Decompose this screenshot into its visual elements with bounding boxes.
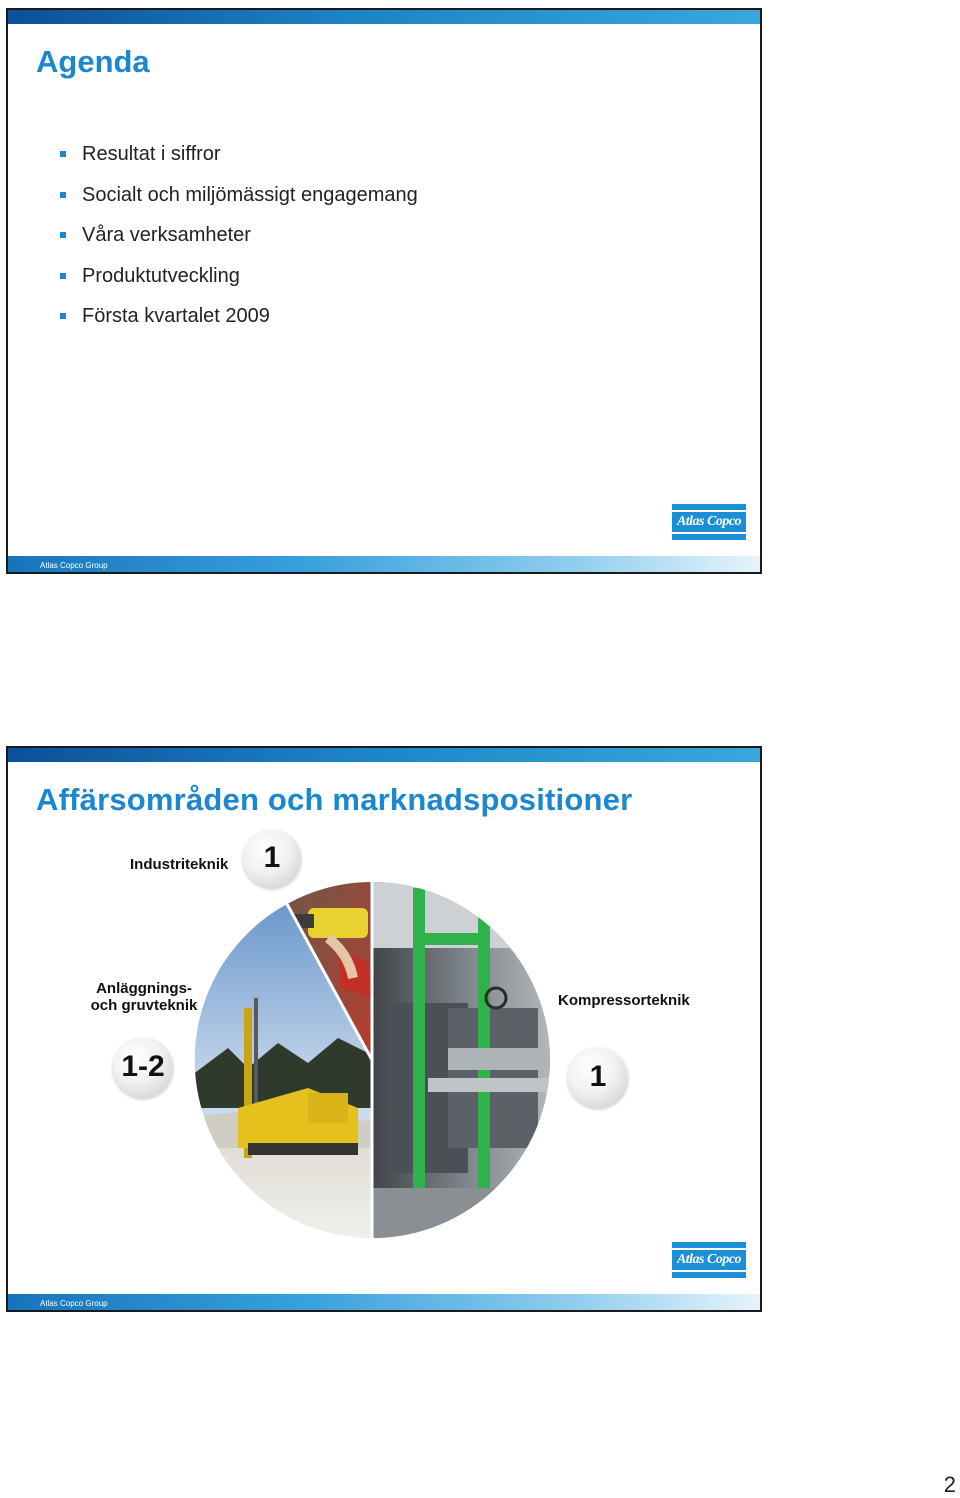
square-bullet-icon (60, 273, 66, 279)
slide-title: Affärsområden och marknadspositioner (36, 782, 633, 817)
mining-rank-badge: 1-2 (113, 1038, 173, 1098)
slide-top-bar (8, 10, 760, 24)
agenda-item-text: Våra verksamheter (82, 224, 251, 246)
industry-label: Industriteknik (130, 856, 229, 873)
business-area-pie (8, 748, 762, 1312)
logo-stripe (672, 1242, 746, 1248)
agenda-slide (6, 8, 762, 574)
square-bullet-icon (60, 151, 66, 157)
logo-stripe (672, 1272, 746, 1278)
mining-label-line2: och gruvteknik (90, 997, 198, 1014)
agenda-item (60, 223, 418, 264)
agenda-item-text: Produktutveckling (82, 264, 240, 287)
agenda-item (60, 142, 418, 183)
agenda-item (60, 183, 418, 224)
slide-footer-bar (8, 556, 760, 572)
compressor-photo (368, 878, 558, 1248)
square-bullet-icon (60, 232, 66, 238)
slide-footer-bar (8, 1294, 760, 1310)
agenda-list (60, 142, 418, 345)
logo-stripe (672, 504, 746, 510)
logo-stripe (672, 534, 746, 540)
square-bullet-icon (60, 313, 66, 319)
footer-text: Atlas Copco Group (40, 561, 108, 570)
compressor-label: Kompressorteknik (558, 992, 690, 1009)
square-bullet-icon (60, 192, 66, 198)
agenda-item (60, 304, 418, 345)
slide-title: Agenda (36, 44, 150, 79)
agenda-item (60, 264, 418, 305)
industry-rank-badge: 1 (243, 830, 301, 888)
agenda-item-text: Resultat i siffror (82, 143, 221, 165)
footer-text: Atlas Copco Group (40, 1299, 108, 1308)
mining-label (78, 980, 210, 1014)
logo-wordmark: Atlas Copco (672, 1250, 746, 1270)
logo-wordmark: Atlas Copco (672, 512, 746, 532)
agenda-item-text: Första kvartalet 2009 (82, 305, 270, 327)
page-number: 2 (943, 1472, 956, 1497)
agenda-item-text: Socialt och miljömässigt engagemang (82, 183, 418, 206)
atlas-copco-logo (672, 504, 746, 540)
compressor-rank-badge: 1 (568, 1048, 628, 1108)
mining-label-line1: Anläggnings- (96, 980, 192, 997)
atlas-copco-logo (672, 1242, 746, 1278)
business-areas-slide (6, 746, 762, 1312)
